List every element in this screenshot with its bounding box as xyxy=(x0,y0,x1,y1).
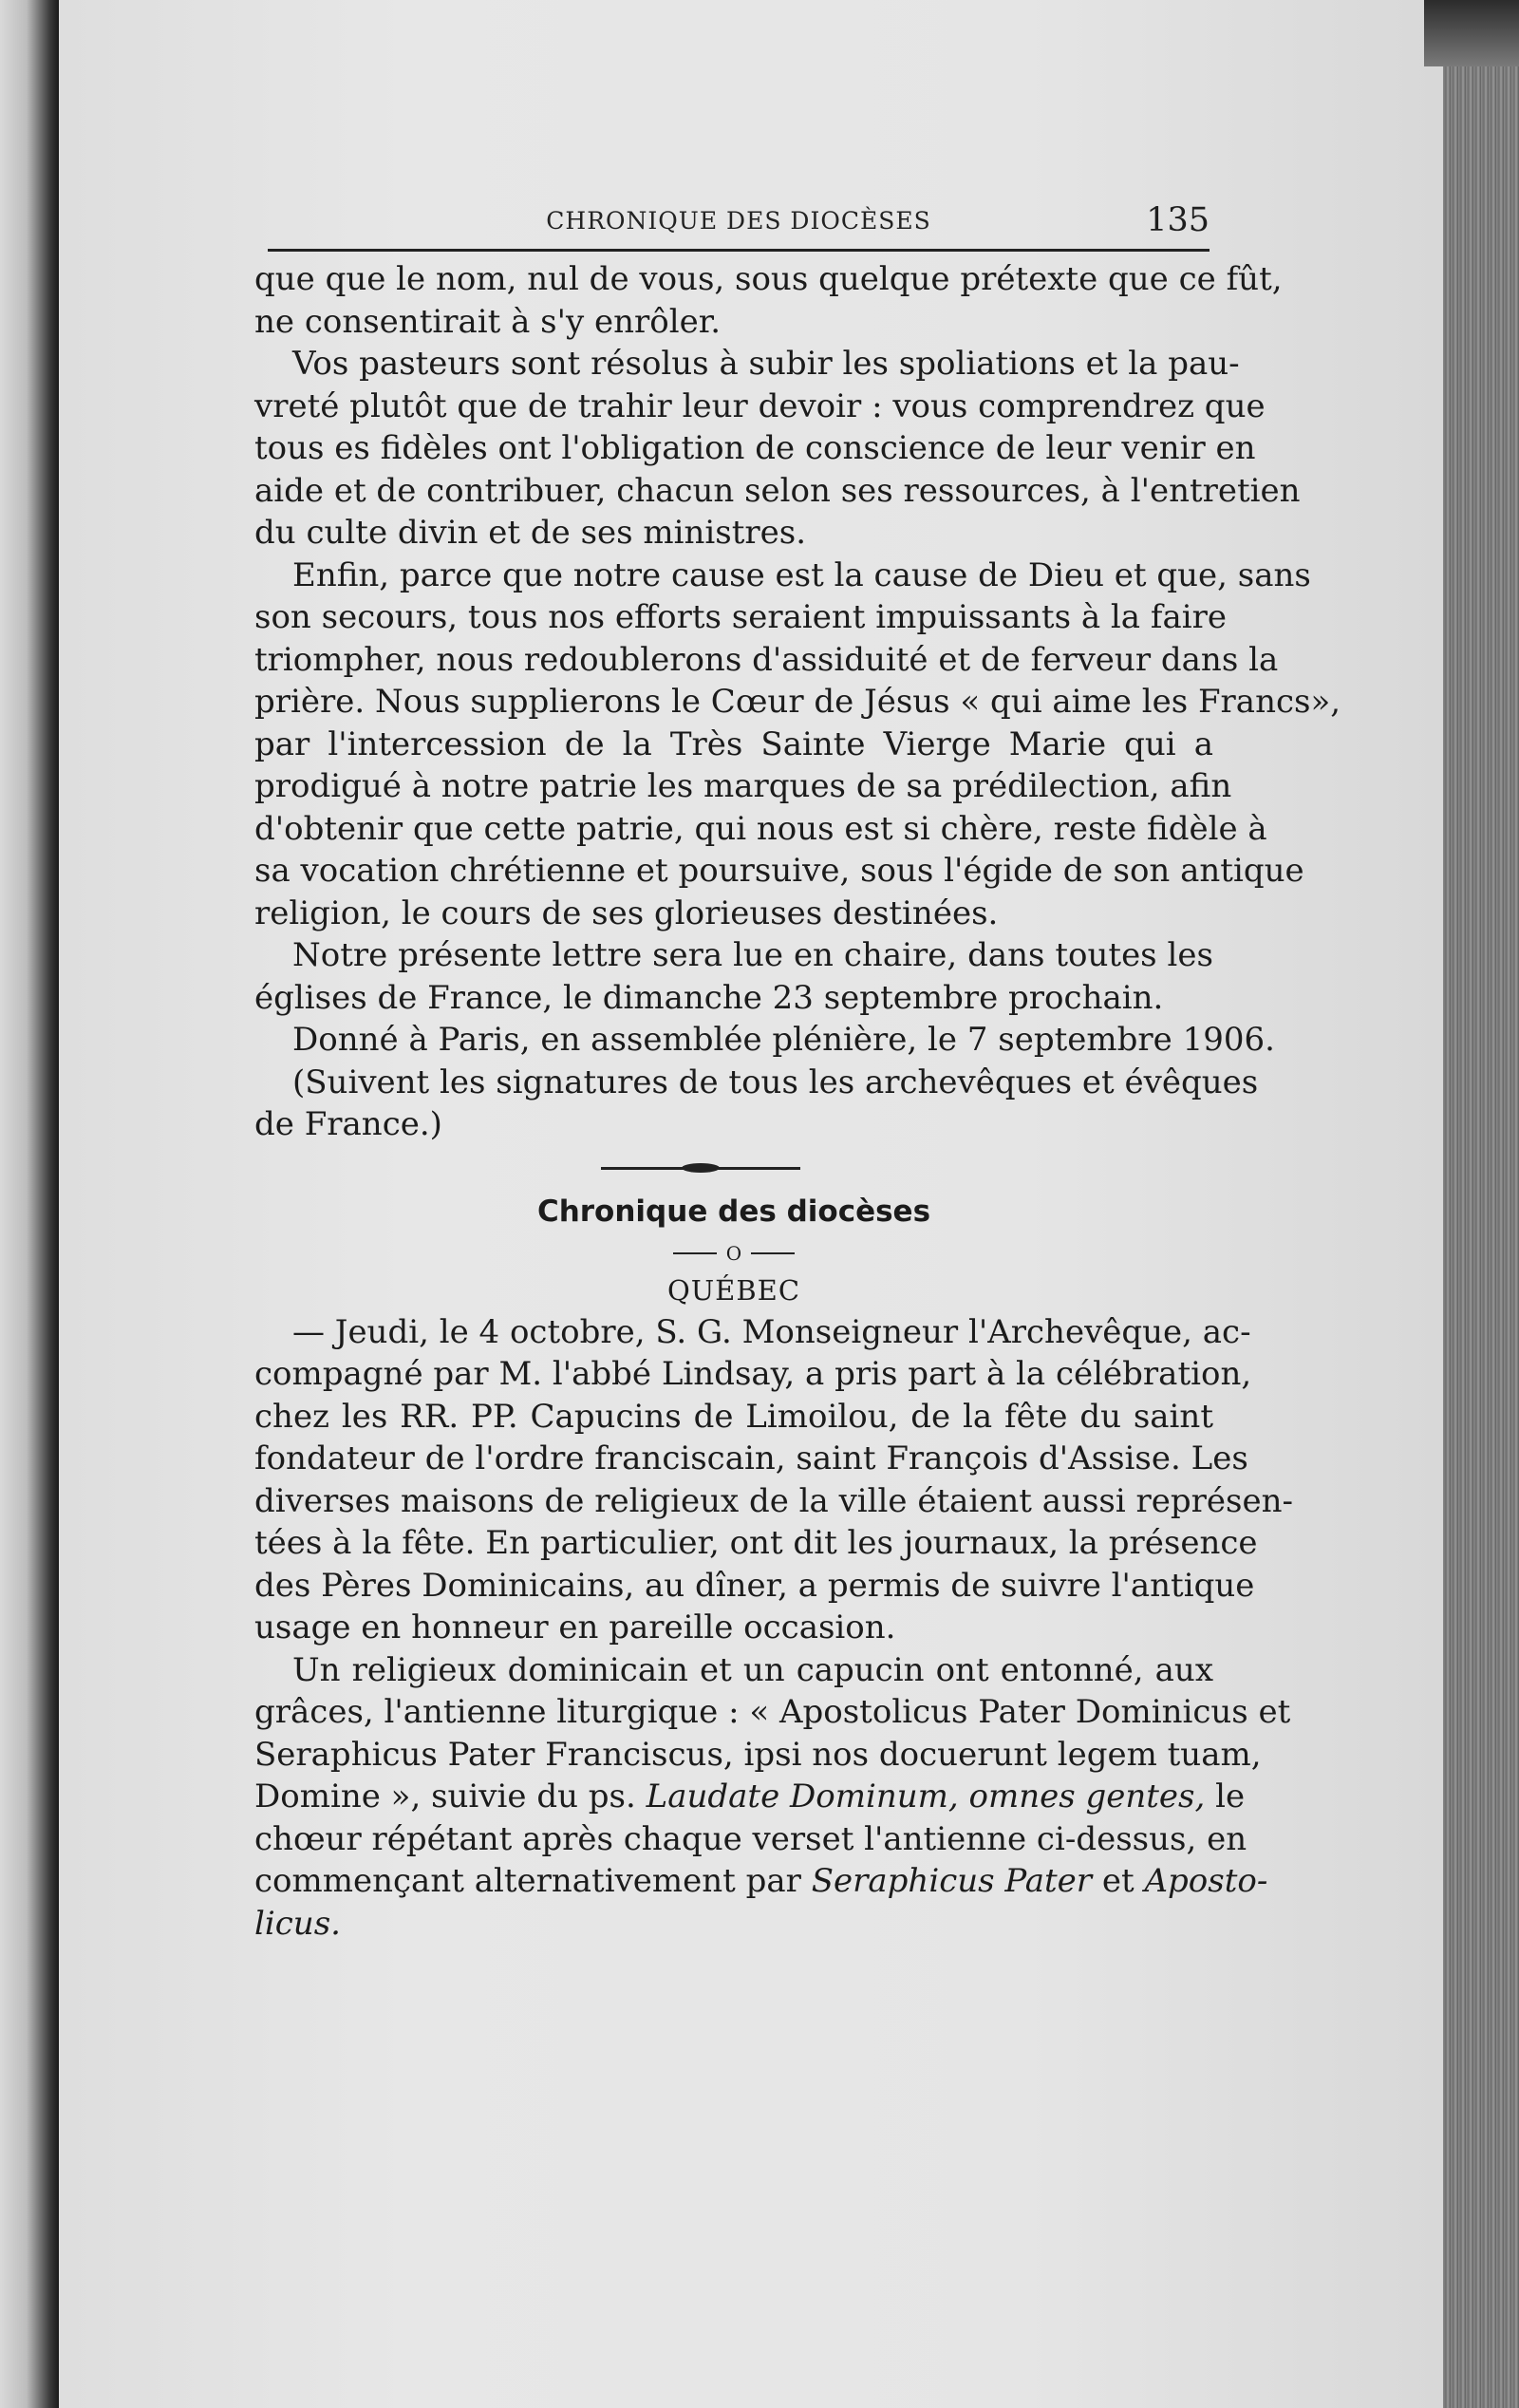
text-line: diverses maisons de religieux de la ville étaient aussi représen- xyxy=(254,1481,1293,1520)
text-line: triompher, nous redoublerons d'assiduité et de ferveur dans la xyxy=(254,640,1279,679)
italic-phrase: Aposto- xyxy=(1144,1862,1268,1900)
text-line: par l'intercession de la Très Sainte Vierge Marie qui a xyxy=(254,724,1213,763)
italic-phrase: Seraphicus Pater xyxy=(811,1862,1093,1900)
page-number: 135 xyxy=(1146,201,1210,239)
text-span: Domine », suivie du ps. xyxy=(254,1778,647,1815)
scan-left-border xyxy=(0,0,59,2408)
text-line: Seraphicus Pater Franciscus, ipsi nos docuerunt legem tuam, xyxy=(254,1735,1262,1774)
text-line-commencant xyxy=(254,1860,1268,1903)
text-line: des Pères Dominicains, au dîner, a permis de suivre l'antique xyxy=(254,1566,1255,1605)
ornament-rule xyxy=(601,1167,800,1170)
text-line: aide et de contribuer, chacun selon ses ressources, à l'entretien xyxy=(254,471,1301,510)
text-line-domine xyxy=(254,1776,1246,1818)
text-line: ne consentirait à s'y enrôler. xyxy=(254,302,722,341)
text-line: sa vocation chrétienne et poursuive, sous l'égide de son antique xyxy=(254,852,1304,890)
divider-mark: O xyxy=(725,1242,742,1265)
text-line: tées à la fête. En particulier, ont dit les journaux, la présence xyxy=(254,1524,1258,1562)
text-span: le xyxy=(1205,1778,1246,1815)
small-divider xyxy=(254,1235,1213,1270)
text-line: d'obtenir que cette patrie, qui nous est si chère, reste fidèle à xyxy=(254,809,1267,848)
book-page-edges xyxy=(1443,66,1519,2408)
text-line: chœur répétant après chaque verset l'antienne ci-dessus, en xyxy=(254,1819,1247,1858)
text-line: — Jeudi, le 4 octobre, S. G. Monseigneur l'Archevêque, ac- xyxy=(292,1312,1251,1351)
text-line: (Suivent les signatures de tous les archevêques et évêques xyxy=(292,1063,1259,1101)
text-line: Un religieux dominicain et un capucin ont entonné, aux xyxy=(292,1650,1213,1689)
text-block xyxy=(254,258,1341,1945)
running-title: CHRONIQUE DES DIOCÈSES xyxy=(546,207,931,235)
text-span: et xyxy=(1092,1862,1145,1900)
text-line: Notre présente lettre sera lue en chaire, dans toutes les xyxy=(292,936,1213,974)
text-line: Vos pasteurs sont résolus à subir les spoliations et la pau- xyxy=(292,345,1240,383)
text-line-final xyxy=(254,1903,1213,1946)
text-line: usage en honneur en pareille occasion. xyxy=(254,1608,896,1646)
text-line: religion, le cours de ses glorieuses destinées. xyxy=(254,894,999,932)
text-line: compagné par M. l'abbé Lindsay, a pris part à la célébration, xyxy=(254,1355,1252,1393)
text-line: Enfin, parce que notre cause est la cause de Dieu et que, sans xyxy=(292,555,1311,594)
divider-bar-left xyxy=(673,1252,717,1254)
text-line: que que le nom, nul de vous, sous quelque prétexte que ce fût, xyxy=(254,260,1283,298)
text-line: grâces, l'antienne liturgique : « Apostolicus Pater Dominicus et xyxy=(254,1693,1291,1731)
section-title: Chronique des diocèses xyxy=(536,1194,931,1229)
header-rule xyxy=(268,249,1210,252)
running-head xyxy=(268,201,1210,249)
text-span: commençant alternativement par xyxy=(254,1862,812,1900)
text-line: tous es fidèles ont l'obligation de conscience de leur venir en xyxy=(254,429,1256,467)
text-line: son secours, tous nos efforts seraient impuissants à la faire xyxy=(254,598,1227,636)
text-line: églises de France, le dimanche 23 septembre prochain. xyxy=(254,978,1164,1017)
text-line: vreté plutôt que de trahir leur devoir : vous comprendrez que xyxy=(254,386,1266,425)
page-edges-top xyxy=(1424,0,1519,66)
text-line: chez les RR. PP. Capucins de Limoilou, de la fête du saint xyxy=(254,1397,1213,1436)
divider-bar-right xyxy=(751,1252,795,1254)
italic-phrase: licus. xyxy=(254,1904,341,1943)
text-line: Donné à Paris, en assemblée plénière, le 7 septembre 1906. xyxy=(292,1021,1275,1059)
text-line: fondateur de l'ordre franciscain, saint François d'Assise. Les xyxy=(254,1439,1248,1477)
text-line: prière. Nous supplierons le Cœur de Jésus « qui aime les Francs», xyxy=(254,683,1341,721)
text-line: prodigué à notre patrie les marques de sa prédilection, afin xyxy=(254,767,1232,805)
subsection-title: QUÉBEC xyxy=(666,1273,801,1307)
italic-title: Laudate Dominum, omnes gentes, xyxy=(646,1778,1206,1815)
text-line: de France.) xyxy=(254,1105,442,1143)
ornament-divider xyxy=(254,1146,1213,1188)
text-line: du culte divin et de ses ministres. xyxy=(254,514,807,552)
